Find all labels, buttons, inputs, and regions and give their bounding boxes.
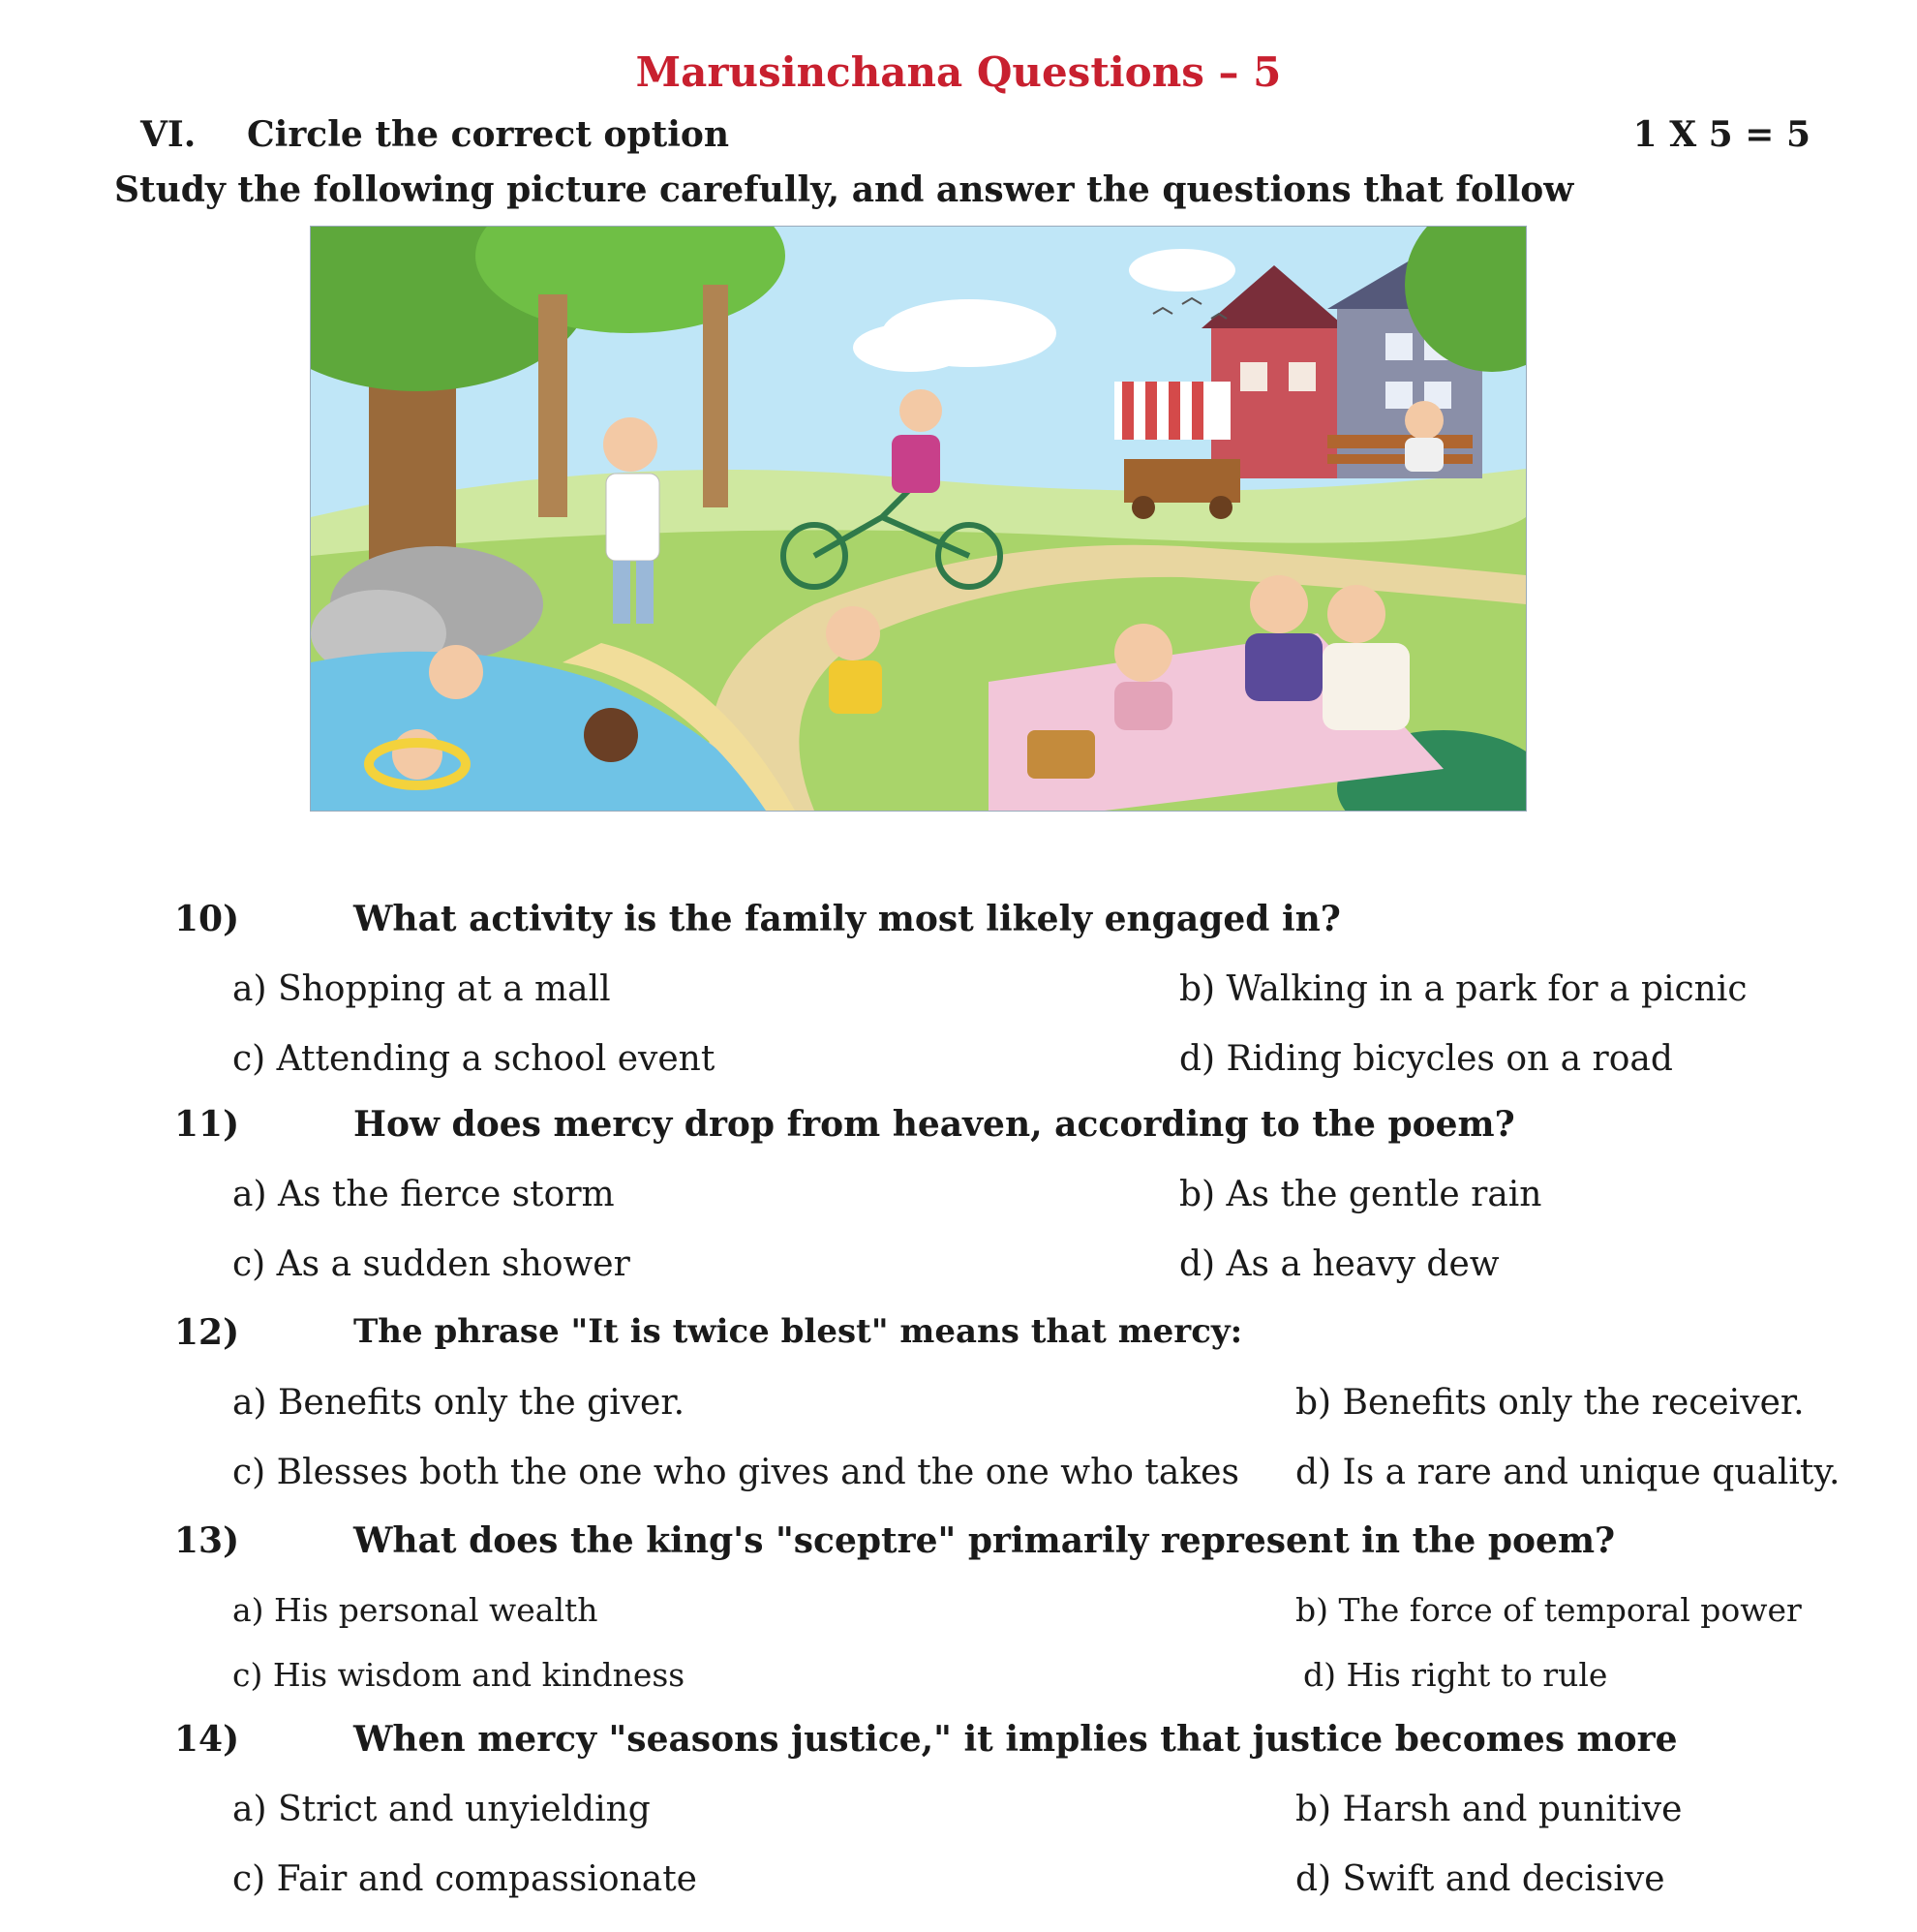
option-a[interactable]: a) Strict and unyielding xyxy=(232,1790,651,1829)
option-d[interactable]: d) Swift and decisive xyxy=(1295,1859,1665,1899)
option-c[interactable]: c) Attending a school event xyxy=(232,1039,715,1079)
option-a[interactable]: a) Benefits only the giver. xyxy=(232,1383,685,1423)
question-text: When mercy "seasons justice," it implies that justice becomes more xyxy=(353,1719,1678,1760)
option-d[interactable]: d) Riding bicycles on a road xyxy=(1179,1039,1673,1079)
option-a[interactable]: a) His personal wealth xyxy=(232,1591,598,1629)
option-d[interactable]: d) Is a rare and unique quality. xyxy=(1295,1453,1841,1492)
option-c[interactable]: c) As a sudden shower xyxy=(232,1244,630,1284)
option-c[interactable]: c) His wisdom and kindness xyxy=(232,1656,685,1694)
option-a[interactable]: a) As the fierce storm xyxy=(232,1175,615,1214)
study-instruction: Study the following picture carefully, and answer the questions that follow xyxy=(114,169,1574,210)
question-number: 11) xyxy=(174,1104,240,1145)
section-header xyxy=(140,114,1810,163)
option-d[interactable]: d) His right to rule xyxy=(1303,1656,1608,1694)
option-a[interactable]: a) Shopping at a mall xyxy=(232,969,611,1009)
option-b[interactable]: b) Walking in a park for a picnic xyxy=(1179,969,1748,1009)
question-number: 13) xyxy=(174,1520,240,1561)
question-number: 12) xyxy=(174,1312,240,1353)
question-text: The phrase "It is twice blest" means that mercy: xyxy=(353,1312,1243,1351)
option-c[interactable]: c) Blesses both the one who gives and the one who takes xyxy=(232,1453,1239,1492)
question-number: 14) xyxy=(174,1719,240,1760)
question-text: What does the king's "sceptre" primarily represent in the poem? xyxy=(353,1520,1616,1561)
option-c[interactable]: c) Fair and compassionate xyxy=(232,1859,697,1899)
section-marks: 1 X 5 = 5 xyxy=(1632,114,1810,155)
section-instruction: Circle the correct option xyxy=(247,114,730,155)
question-number: 10) xyxy=(174,899,240,939)
option-d[interactable]: d) As a heavy dew xyxy=(1179,1244,1500,1284)
option-b[interactable]: b) Harsh and punitive xyxy=(1295,1790,1683,1829)
page-title: Marusinchana Questions – 5 xyxy=(635,48,1282,96)
park-picnic-illustration xyxy=(310,226,1527,812)
option-b[interactable]: b) The force of temporal power xyxy=(1295,1591,1802,1629)
question-text: What activity is the family most likely engaged in? xyxy=(353,899,1341,939)
question-text: How does mercy drop from heaven, according to the poem? xyxy=(353,1104,1515,1145)
option-b[interactable]: b) As the gentle rain xyxy=(1179,1175,1542,1214)
option-b[interactable]: b) Benefits only the receiver. xyxy=(1295,1383,1805,1423)
section-number: VI. xyxy=(140,114,197,155)
